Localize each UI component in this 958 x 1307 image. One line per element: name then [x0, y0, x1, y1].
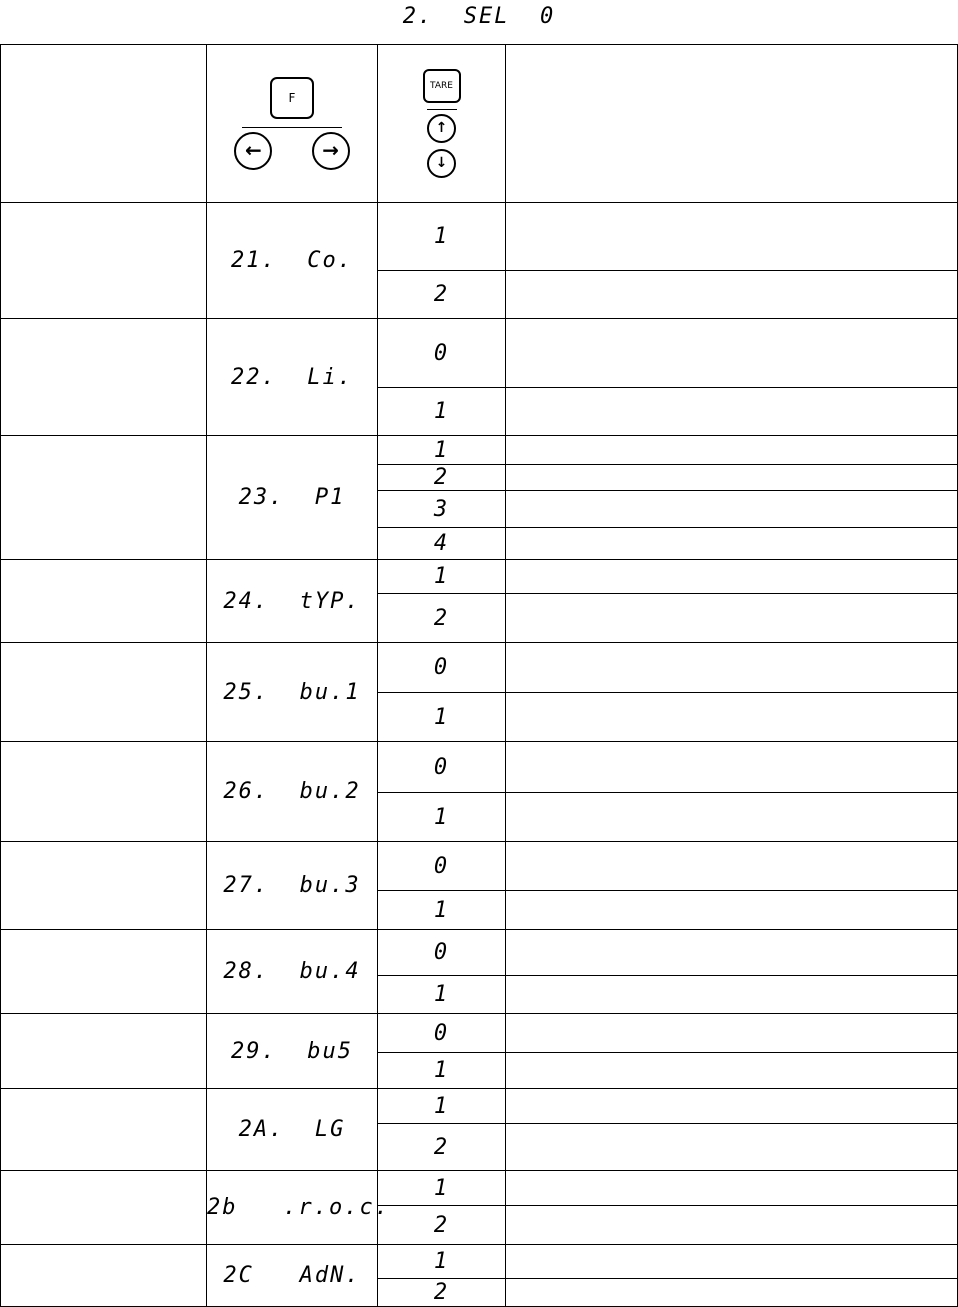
option-value-cell: [378, 930, 506, 976]
option-value-cell: [378, 594, 506, 643]
divider: [427, 109, 457, 110]
option-value: 1: [433, 224, 450, 249]
description-cell: [506, 528, 958, 560]
option-value-cell: [378, 465, 506, 491]
option-value: 4: [433, 531, 450, 556]
menu-code-cell: [207, 643, 378, 742]
menu-code-cell: [207, 1089, 378, 1171]
description-cell: [506, 1053, 958, 1089]
menu-header-code: 2. SEL 0: [402, 4, 556, 29]
right-arrow-icon: →: [312, 132, 350, 170]
option-value: 1: [433, 982, 450, 1007]
table-row: [1, 930, 958, 976]
description-cell: [506, 1089, 958, 1124]
description-cell: [506, 436, 958, 465]
menu-code: 2A. LG: [238, 1117, 346, 1142]
label-cell: [1, 842, 207, 930]
menu-code-cell: [207, 560, 378, 643]
option-value: 0: [433, 340, 450, 366]
description-cell: [506, 1279, 958, 1307]
label-cell: [1, 1171, 207, 1245]
f-key-icon: F: [270, 77, 314, 119]
description-cell: [506, 465, 958, 491]
menu-code-cell: [207, 436, 378, 560]
option-value-cell: [378, 388, 506, 436]
menu-code: 2b .r.o.c.: [207, 1195, 390, 1220]
description-cell: [506, 271, 958, 319]
table-row: [1, 319, 958, 388]
option-value-cell: [378, 1279, 506, 1307]
description-cell: [506, 1245, 958, 1279]
option-value: 1: [433, 1093, 450, 1119]
menu-code: 28. bu.4: [223, 959, 361, 984]
option-value: 2: [433, 1134, 450, 1160]
label-cell: [1, 560, 207, 643]
option-value: 3: [433, 496, 450, 522]
label-cell: [1, 1014, 207, 1089]
option-value-cell: [378, 842, 506, 891]
label-cell: [1, 742, 207, 842]
description-cell: [506, 793, 958, 842]
settings-table: [0, 44, 958, 1307]
option-value-cell: [378, 271, 506, 319]
description-cell: [506, 693, 958, 742]
description-cell: [506, 930, 958, 976]
divider: [242, 127, 342, 128]
label-cell: [1, 203, 207, 319]
menu-code: 24. tYP.: [223, 588, 361, 614]
table-row: [1, 436, 958, 465]
option-value-cell: [378, 742, 506, 793]
up-arrow-icon: ↑: [427, 114, 456, 143]
option-value: 1: [433, 437, 450, 463]
header-navigation-keys: [207, 45, 378, 203]
option-value: 1: [433, 1175, 450, 1201]
option-value-cell: [378, 1124, 506, 1171]
option-value: 0: [433, 1020, 450, 1046]
option-value-cell: [378, 491, 506, 528]
option-value: 2: [433, 282, 450, 307]
option-value: 0: [433, 754, 450, 780]
table-row: [1, 1089, 958, 1124]
option-value: 2: [433, 465, 450, 490]
option-value-cell: [378, 560, 506, 594]
option-value-cell: [378, 1014, 506, 1053]
option-value-cell: [378, 1245, 506, 1279]
table-header-row: [1, 45, 958, 203]
menu-code-cell: [207, 1245, 378, 1307]
option-value-cell: [378, 319, 506, 388]
label-cell: [1, 1245, 207, 1307]
description-cell: [506, 842, 958, 891]
description-cell: [506, 1206, 958, 1245]
left-arrow-icon: ←: [234, 132, 272, 170]
option-value-cell: [378, 1171, 506, 1206]
label-cell: [1, 436, 207, 560]
menu-code-cell: [207, 319, 378, 436]
description-cell: [506, 491, 958, 528]
option-value: 1: [433, 1058, 450, 1083]
label-cell: [1, 643, 207, 742]
description-cell: [506, 742, 958, 793]
menu-code: 2C AdN.: [223, 1263, 361, 1288]
menu-code: 22. Li.: [231, 364, 353, 390]
option-value: 2: [433, 1212, 450, 1238]
description-cell: [506, 560, 958, 594]
menu-code-cell: [207, 842, 378, 930]
option-value: 0: [433, 655, 450, 680]
table-row: [1, 842, 958, 891]
option-value-cell: [378, 976, 506, 1014]
description-cell: [506, 891, 958, 930]
table-row: [1, 742, 958, 793]
description-cell: [506, 1171, 958, 1206]
option-value-cell: [378, 793, 506, 842]
table-row: [1, 203, 958, 271]
option-value: 1: [433, 704, 450, 730]
option-value: 0: [433, 940, 450, 965]
description-cell: [506, 976, 958, 1014]
table-row: [1, 560, 958, 594]
option-value-cell: [378, 528, 506, 560]
description-cell: [506, 203, 958, 271]
header-empty-cell: [1, 45, 207, 203]
label-cell: [1, 1089, 207, 1171]
header-value-keys: [378, 45, 506, 203]
option-value-cell: [378, 203, 506, 271]
option-value-cell: [378, 1053, 506, 1089]
option-value: 1: [433, 399, 450, 424]
description-cell: [506, 319, 958, 388]
menu-code-cell: [207, 930, 378, 1014]
down-arrow-icon: ↓: [427, 149, 456, 178]
menu-code: 21. Co.: [231, 248, 353, 273]
option-value: 2: [433, 605, 450, 631]
menu-code-cell: [207, 742, 378, 842]
option-value-cell: [378, 643, 506, 693]
menu-code-cell: [207, 1171, 390, 1245]
menu-code-cell: [207, 203, 378, 319]
option-value-cell: [378, 693, 506, 742]
description-cell: [506, 1124, 958, 1171]
table-row: [1, 1171, 958, 1206]
option-value-cell: [378, 436, 506, 465]
menu-code: 29. bu5: [231, 1038, 353, 1064]
menu-code: 25. bu.1: [223, 679, 361, 705]
option-value-cell: [378, 1206, 506, 1245]
label-cell: [1, 930, 207, 1014]
option-value-cell: [378, 891, 506, 930]
table-row: [1, 1014, 958, 1053]
tare-key-icon: TARE: [423, 69, 461, 103]
label-cell: [1, 319, 207, 436]
header-description-cell: [506, 45, 958, 203]
option-value: 1: [433, 564, 450, 589]
menu-code-cell: [207, 1014, 378, 1089]
description-cell: [506, 388, 958, 436]
table-row: [1, 643, 958, 693]
option-value: 2: [433, 1280, 450, 1305]
table-row: [1, 1245, 958, 1279]
option-value: 1: [433, 897, 450, 923]
menu-code: 23. P1: [238, 485, 346, 510]
option-value: 1: [433, 1249, 450, 1274]
option-value: 1: [433, 804, 450, 830]
description-cell: [506, 643, 958, 693]
description-cell: [506, 1014, 958, 1053]
option-value: 0: [433, 853, 450, 879]
menu-code: 26. bu.2: [223, 779, 361, 804]
description-cell: [506, 594, 958, 643]
menu-code: 27. bu.3: [223, 873, 361, 898]
option-value-cell: [378, 1089, 506, 1124]
